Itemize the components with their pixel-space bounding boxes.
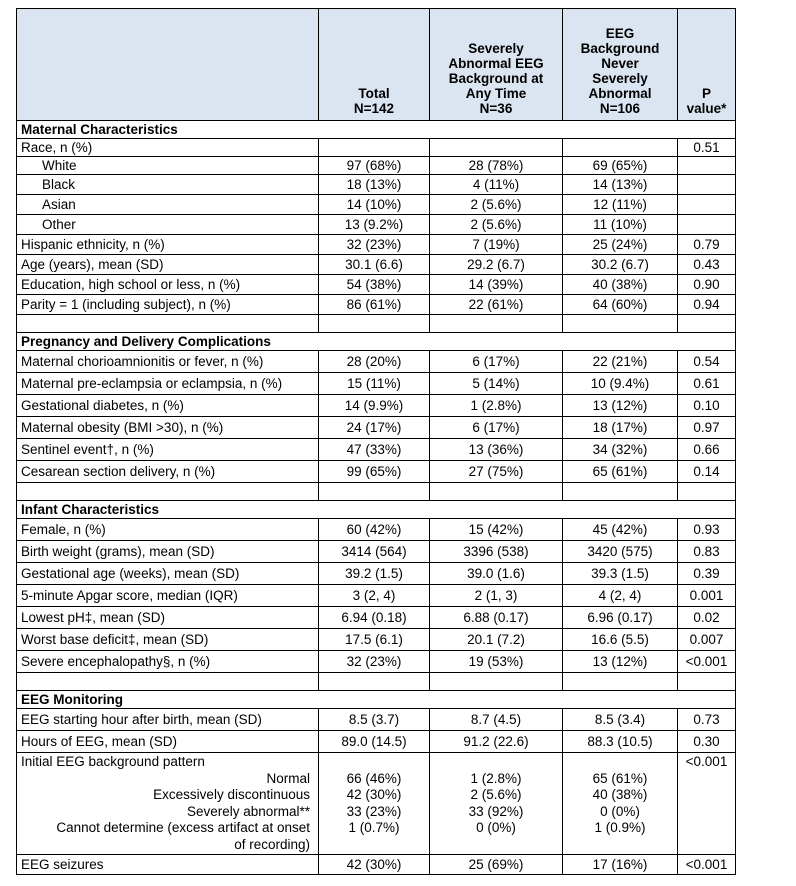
- row-label: Maternal obesity (BMI >30), n (%): [17, 417, 319, 439]
- cell-never: 6.96 (0.17): [563, 607, 678, 629]
- cell-total: 32 (23%): [319, 651, 430, 673]
- cell-total: 6.94 (0.18): [319, 607, 430, 629]
- cell-never: 3420 (575): [563, 541, 678, 563]
- cell-never: 64 (60%): [563, 295, 678, 315]
- row-label: Worst base deficit‡, mean (SD): [17, 629, 319, 651]
- header-text: Total: [358, 86, 390, 101]
- header-text: Abnormal: [588, 86, 652, 101]
- cell-total: 42 (30%): [346, 787, 402, 802]
- cell-never: 13 (12%): [563, 395, 678, 417]
- cell-never: 18 (17%): [563, 417, 678, 439]
- cell-total: 42 (30%): [319, 855, 430, 875]
- table-row: [17, 731, 736, 753]
- cell-severe: 28 (78%): [430, 157, 563, 175]
- cell-total: 17.5 (6.1): [319, 629, 430, 651]
- cell-severe: 8.7 (4.5): [430, 709, 563, 731]
- cell-severe: 29.2 (6.7): [430, 255, 563, 275]
- cell-severe: 25 (69%): [430, 855, 563, 875]
- cell-severe: 39.0 (1.6): [430, 563, 563, 585]
- cell-pvalue: 0.51: [678, 139, 736, 157]
- pattern-total: [319, 753, 430, 855]
- header-text: Never: [601, 56, 639, 71]
- table-row: [17, 461, 736, 483]
- row-label: Sentinel event†, n (%): [17, 439, 319, 461]
- cell-severe: 0 (0%): [476, 820, 516, 835]
- header-text: P: [701, 86, 711, 101]
- cell-pvalue: 0.79: [678, 235, 736, 255]
- cell-severe: 4 (11%): [430, 175, 563, 195]
- cell-severe: [430, 139, 563, 157]
- section-row: [17, 501, 736, 519]
- row-label: 5-minute Apgar score, median (IQR): [17, 585, 319, 607]
- cell-total: 3414 (564): [319, 541, 430, 563]
- header-text: Severely: [592, 71, 648, 86]
- cell-severe: 2 (5.6%): [430, 195, 563, 215]
- section-row: [17, 333, 736, 351]
- cell-pvalue: 0.30: [678, 731, 736, 753]
- table-row: [17, 275, 736, 295]
- cell-total: 54 (38%): [319, 275, 430, 295]
- initial-pattern-row: [17, 753, 736, 855]
- cell-never: 34 (32%): [563, 439, 678, 461]
- cell-never: 25 (24%): [563, 235, 678, 255]
- cell-never: 39.3 (1.5): [563, 563, 678, 585]
- cell-severe: 2 (5.6%): [430, 215, 563, 235]
- table-row: [17, 395, 736, 417]
- cell-pvalue: 0.10: [678, 395, 736, 417]
- cell-pvalue: 0.14: [678, 461, 736, 483]
- cell-never: 65 (61%): [592, 770, 648, 786]
- cell-total: 47 (33%): [319, 439, 430, 461]
- header-never: [563, 9, 678, 121]
- cell-total: 66 (46%): [346, 770, 402, 786]
- cell-severe: 13 (36%): [430, 439, 563, 461]
- cell-never: 40 (38%): [592, 787, 648, 802]
- cell-total: 14 (9.9%): [319, 395, 430, 417]
- row-label: Black: [17, 175, 319, 195]
- table-row: [17, 351, 736, 373]
- header-text: N=106: [599, 101, 641, 116]
- table-row: [17, 417, 736, 439]
- cell-total: 28 (20%): [319, 351, 430, 373]
- row-label: Maternal chorioamnionitis or fever, n (%): [17, 351, 319, 373]
- row-label: EEG seizures: [17, 855, 319, 875]
- cell-severe: 2 (1, 3): [430, 585, 563, 607]
- cell-pvalue: <0.001: [678, 651, 736, 673]
- header-text: N=142: [353, 101, 395, 116]
- cell-total: 86 (61%): [319, 295, 430, 315]
- section-title: Infant Characteristics: [17, 501, 736, 519]
- cell-pvalue: 0.93: [678, 519, 736, 541]
- cell-total: [319, 139, 430, 157]
- header-text: Severely: [468, 41, 524, 56]
- header-text: N=36: [479, 101, 513, 116]
- cell-total: 18 (13%): [319, 175, 430, 195]
- cell-total: 89.0 (14.5): [319, 731, 430, 753]
- section-title: Pregnancy and Delivery Complications: [17, 333, 736, 351]
- cell-severe: 7 (19%): [430, 235, 563, 255]
- cell-pvalue: 0.001: [678, 585, 736, 607]
- cell-severe: 14 (39%): [430, 275, 563, 295]
- cell-pvalue: [678, 175, 736, 195]
- table-row: [17, 519, 736, 541]
- cell-never: 65 (61%): [563, 461, 678, 483]
- row-label: EEG starting hour after birth, mean (SD): [17, 709, 319, 731]
- cell-pvalue: 0.97: [678, 417, 736, 439]
- row-label: Hispanic ethnicity, n (%): [17, 235, 319, 255]
- cell-total: 60 (42%): [319, 519, 430, 541]
- row-label: Severe encephalopathy§, n (%): [17, 651, 319, 673]
- initial-pattern-title: Initial EEG background pattern: [21, 754, 205, 769]
- cell-pvalue: 0.83: [678, 541, 736, 563]
- header-row: [17, 9, 736, 121]
- header-text: value*: [686, 101, 727, 116]
- pattern-never: [563, 753, 678, 855]
- header-text: EEG: [605, 26, 635, 41]
- cell-never: 13 (12%): [563, 651, 678, 673]
- table-row: [17, 439, 736, 461]
- initial-pattern-labels: [17, 753, 319, 855]
- row-label: White: [17, 157, 319, 175]
- cell-never: 12 (11%): [563, 195, 678, 215]
- cell-severe: 5 (14%): [430, 373, 563, 395]
- spacer-row: [17, 483, 736, 501]
- cell-severe: 15 (42%): [430, 519, 563, 541]
- table-row: [17, 629, 736, 651]
- cell-total: 3 (2, 4): [319, 585, 430, 607]
- row-label: Gestational age (weeks), mean (SD): [17, 563, 319, 585]
- table-row: [17, 139, 736, 157]
- cell-never: 69 (65%): [563, 157, 678, 175]
- cell-never: [563, 139, 678, 157]
- cell-pvalue: 0.94: [678, 295, 736, 315]
- header-total: [319, 9, 430, 121]
- cell-severe: 1 (2.8%): [470, 770, 522, 786]
- cell-severe: 20.1 (7.2): [430, 629, 563, 651]
- row-label: Lowest pH‡, mean (SD): [17, 607, 319, 629]
- cell-pvalue: 0.02: [678, 607, 736, 629]
- cell-total: 32 (23%): [319, 235, 430, 255]
- row-label: Maternal pre-eclampsia or eclampsia, n (%): [17, 373, 319, 395]
- cell-pvalue: 0.61: [678, 373, 736, 395]
- pattern-label: of recording): [234, 836, 310, 852]
- table-row: [17, 585, 736, 607]
- cell-pvalue: 0.54: [678, 351, 736, 373]
- cell-never: 88.3 (10.5): [563, 731, 678, 753]
- row-label: Hours of EEG, mean (SD): [17, 731, 319, 753]
- table-row: [17, 373, 736, 395]
- cell-total: 15 (11%): [319, 373, 430, 395]
- table-row: [17, 175, 736, 195]
- pattern-label: Cannot determine (excess artifact at onset: [56, 820, 310, 835]
- cell-severe: 91.2 (22.6): [430, 731, 563, 753]
- row-label: Birth weight (grams), mean (SD): [17, 541, 319, 563]
- section-title: EEG Monitoring: [17, 691, 736, 709]
- table-row: [17, 651, 736, 673]
- table-row: [17, 215, 736, 235]
- header-text: Abnormal EEG: [448, 56, 544, 71]
- header-text: Background at: [448, 71, 544, 86]
- cell-total: 14 (10%): [319, 195, 430, 215]
- row-label: Other: [17, 215, 319, 235]
- table-row: [17, 295, 736, 315]
- cell-severe: 3396 (538): [430, 541, 563, 563]
- row-label: Gestational diabetes, n (%): [17, 395, 319, 417]
- cell-never: 0 (0%): [600, 803, 640, 819]
- cell-total: 24 (17%): [319, 417, 430, 439]
- cell-never: 10 (9.4%): [563, 373, 678, 395]
- row-label: Education, high school or less, n (%): [17, 275, 319, 295]
- section-row: [17, 121, 736, 139]
- table-row: [17, 235, 736, 255]
- table-row: [17, 255, 736, 275]
- cell-pvalue: 0.39: [678, 563, 736, 585]
- table-row: [17, 563, 736, 585]
- table-row: [17, 541, 736, 563]
- cell-severe: 2 (5.6%): [470, 787, 522, 802]
- cell-severe: 1 (2.8%): [430, 395, 563, 417]
- header-text: Background: [580, 41, 660, 56]
- table-row: [17, 157, 736, 175]
- header-severe: [430, 9, 563, 121]
- cell-never: 22 (21%): [563, 351, 678, 373]
- cell-never: 1 (0.9%): [594, 820, 646, 835]
- cell-never: 45 (42%): [563, 519, 678, 541]
- pattern-label: Normal: [266, 770, 310, 786]
- cell-never: 16.6 (5.5): [563, 629, 678, 651]
- table-row: [17, 195, 736, 215]
- row-label: Age (years), mean (SD): [17, 255, 319, 275]
- cell-total: 1 (0.7%): [348, 820, 400, 835]
- cell-never: 30.2 (6.7): [563, 255, 678, 275]
- cell-severe: 6.88 (0.17): [430, 607, 563, 629]
- row-label: Asian: [17, 195, 319, 215]
- cell-total: 30.1 (6.6): [319, 255, 430, 275]
- table-row: [17, 855, 736, 875]
- section-row: [17, 691, 736, 709]
- cell-severe: 19 (53%): [430, 651, 563, 673]
- row-label: Race, n (%): [17, 139, 319, 157]
- cell-pvalue: 0.43: [678, 255, 736, 275]
- cell-never: 8.5 (3.4): [563, 709, 678, 731]
- characteristics-table: [16, 8, 736, 875]
- cell-total: 99 (65%): [319, 461, 430, 483]
- row-label: Parity = 1 (including subject), n (%): [17, 295, 319, 315]
- header-blank: [17, 9, 319, 121]
- row-label: Cesarean section delivery, n (%): [17, 461, 319, 483]
- section-title: Maternal Characteristics: [17, 121, 736, 139]
- cell-total: 97 (68%): [319, 157, 430, 175]
- cell-never: 14 (13%): [563, 175, 678, 195]
- cell-total: 39.2 (1.5): [319, 563, 430, 585]
- header-text: Any Time: [465, 86, 527, 101]
- cell-severe: 6 (17%): [430, 351, 563, 373]
- cell-pvalue: 0.66: [678, 439, 736, 461]
- cell-total: 33 (23%): [346, 803, 402, 819]
- row-label: Female, n (%): [17, 519, 319, 541]
- cell-pvalue: [678, 157, 736, 175]
- cell-pvalue: <0.001: [678, 753, 736, 855]
- cell-pvalue: 0.007: [678, 629, 736, 651]
- cell-pvalue: 0.90: [678, 275, 736, 295]
- pattern-label: Severely abnormal**: [186, 803, 310, 819]
- table-row: [17, 607, 736, 629]
- cell-pvalue: [678, 215, 736, 235]
- header-pvalue: [678, 9, 736, 121]
- cell-total: 8.5 (3.7): [319, 709, 430, 731]
- cell-never: 11 (10%): [563, 215, 678, 235]
- spacer-row: [17, 315, 736, 333]
- cell-severe: 6 (17%): [430, 417, 563, 439]
- cell-pvalue: <0.001: [678, 855, 736, 875]
- cell-pvalue: 0.73: [678, 709, 736, 731]
- table-row: [17, 709, 736, 731]
- cell-total: 13 (9.2%): [319, 215, 430, 235]
- pattern-severe: [430, 753, 563, 855]
- cell-severe: 27 (75%): [430, 461, 563, 483]
- cell-severe: 33 (92%): [468, 803, 524, 819]
- pattern-label: Excessively discontinuous: [153, 787, 310, 802]
- cell-never: 40 (38%): [563, 275, 678, 295]
- cell-never: 4 (2, 4): [563, 585, 678, 607]
- spacer-row: [17, 673, 736, 691]
- cell-never: 17 (16%): [563, 855, 678, 875]
- cell-severe: 22 (61%): [430, 295, 563, 315]
- cell-pvalue: [678, 195, 736, 215]
